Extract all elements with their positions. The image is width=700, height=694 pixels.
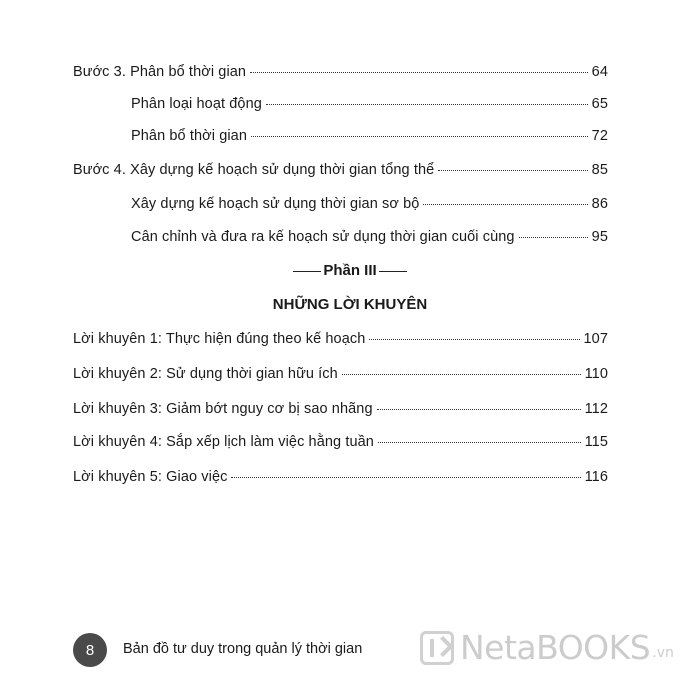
toc-entry-label: Phân loại hoạt động bbox=[131, 96, 262, 112]
dot-leader bbox=[519, 237, 588, 238]
toc-entry-page: 85 bbox=[591, 162, 608, 178]
watermark-text: NetaBOOKS bbox=[460, 628, 651, 667]
toc-entry-page: 116 bbox=[584, 469, 608, 485]
toc-entry-loi-khuyen-1 bbox=[73, 331, 608, 353]
toc-entry-buoc-3 bbox=[73, 64, 608, 86]
toc-entry-page: 86 bbox=[591, 196, 608, 212]
running-footer-title: Bản đồ tư duy trong quản lý thời gian bbox=[123, 641, 363, 657]
toc-entry-label: Lời khuyên 4: Sắp xếp lịch làm việc hằng tuần bbox=[73, 434, 374, 450]
toc-entry-buoc-4 bbox=[73, 162, 608, 184]
toc-entry-loi-khuyen-2 bbox=[73, 366, 608, 388]
toc-entry-page: 115 bbox=[584, 434, 608, 450]
dot-leader bbox=[423, 204, 587, 205]
toc-entry-loi-khuyen-3 bbox=[73, 401, 608, 423]
part-title: NHỮNG LỜI KHUYÊN bbox=[272, 296, 428, 313]
dot-leader bbox=[251, 136, 588, 137]
toc-entry-label: Bước 4. Xây dựng kế hoạch sử dụng thời gian tổng thể bbox=[73, 162, 435, 178]
dot-leader bbox=[438, 170, 587, 171]
toc-entry-phan-loai bbox=[131, 96, 608, 118]
heading-rule-right bbox=[379, 271, 407, 272]
toc-entry-page: 112 bbox=[584, 401, 608, 417]
dot-leader bbox=[231, 477, 580, 478]
dot-leader bbox=[250, 72, 588, 73]
toc-entry-cuoi-cung bbox=[131, 229, 608, 251]
dot-leader bbox=[342, 374, 581, 375]
toc-entry-page: 107 bbox=[583, 331, 608, 347]
toc-entry-page: 65 bbox=[591, 96, 608, 112]
part-heading-text: Phần III bbox=[323, 262, 377, 279]
watermark bbox=[420, 628, 674, 667]
toc-entry-loi-khuyen-4 bbox=[73, 434, 608, 456]
toc-entry-label: Lời khuyên 1: Thực hiện đúng theo kế hoạch bbox=[73, 331, 366, 347]
toc-entry-label: Lời khuyên 5: Giao việc bbox=[73, 469, 228, 485]
heading-rule-left bbox=[293, 271, 321, 272]
netabooks-logo-icon bbox=[420, 631, 454, 665]
toc-entry-page: 95 bbox=[591, 229, 608, 245]
part-heading bbox=[0, 262, 700, 279]
toc-entry-label: Xây dựng kế hoạch sử dụng thời gian sơ bộ bbox=[131, 196, 420, 212]
toc-entry-label: Bước 3. Phân bổ thời gian bbox=[73, 64, 247, 80]
dot-leader bbox=[369, 339, 579, 340]
toc-entry-label: Phân bổ thời gian bbox=[131, 128, 248, 144]
toc-entry-page: 64 bbox=[591, 64, 608, 80]
dot-leader bbox=[266, 104, 588, 105]
dot-leader bbox=[377, 409, 581, 410]
page-number-badge: 8 bbox=[73, 633, 107, 667]
toc-entry-page: 110 bbox=[584, 366, 608, 382]
toc-entry-label: Lời khuyên 2: Sử dụng thời gian hữu ích bbox=[73, 366, 338, 382]
toc-entry-label: Lời khuyên 3: Giảm bớt nguy cơ bị sao nhãng bbox=[73, 401, 373, 417]
toc-entry-loi-khuyen-5 bbox=[73, 469, 608, 491]
toc-entry-label: Cân chỉnh và đưa ra kế hoạch sử dụng thời gian cuối cùng bbox=[131, 229, 515, 245]
toc-entry-page: 72 bbox=[591, 128, 608, 144]
dot-leader bbox=[378, 442, 581, 443]
toc-entry-so-bo bbox=[131, 196, 608, 218]
toc-entry-phan-bo bbox=[131, 128, 608, 150]
watermark-suffix: .vn bbox=[652, 645, 674, 661]
